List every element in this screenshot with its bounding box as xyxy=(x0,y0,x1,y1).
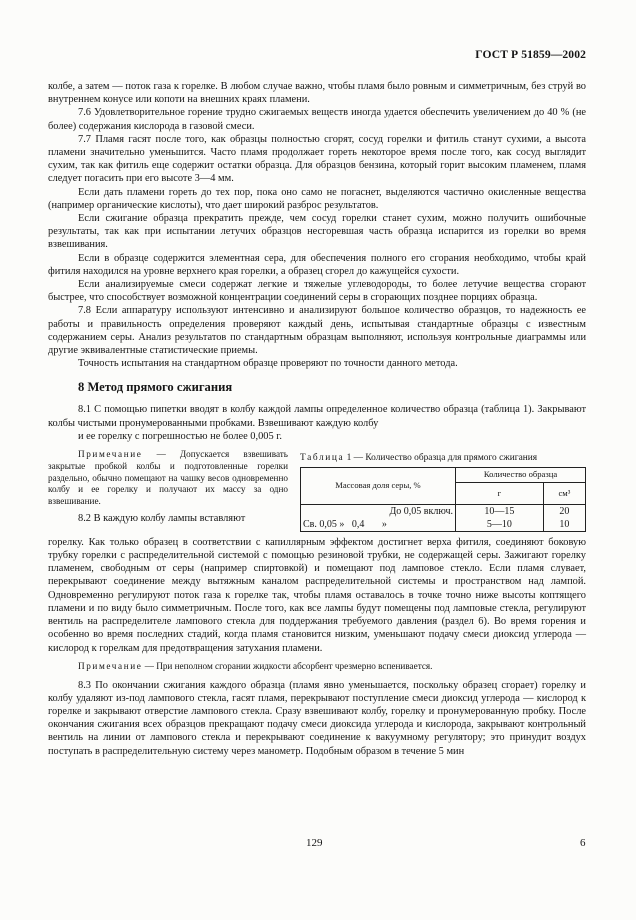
paragraph-7-7: 7.7 Пламя гасят после того, как образцы полностью сгорят, сосуд горелки и фитиль станут сухими, а высота пламени значительно уменьшится. Часто пламя продолжает гореть некоторое время после того, как сосуд выглядит сухим, так как фитиль еще содержит остатки образца. Для образцов бензина, который горит высоким пламенем, пламя следует погасить при его высоте 3—4 мм. xyxy=(48,133,586,185)
document-code: ГОСТ Р 51859—2002 xyxy=(475,48,586,61)
table-cell: 10—15 xyxy=(456,504,544,518)
table-cell: 5—10 xyxy=(456,518,544,532)
note-text: — Допускается взвешивать закрытые пробкой колбы и подготовленные горелки раздельно, обычно помещают на чашку весов одновременно колбу и ее горелку и получают их массу за одно взвешивание. xyxy=(48,449,288,507)
table-cell: 20 xyxy=(543,504,585,518)
sample-quantity-table xyxy=(300,467,586,532)
paragraph-8-3: 8.3 По окончании сжигания каждого образца (пламя явно уменьшается, поскольку образец сгорает) горелку и колбу удаляют из-под лампового стекла, гасят пламя, перекрывают поступление смеси диоксид углерода — кислород к горелке и закрывают отверстие лампового стекла. Сразу взвешивают колбу, горелку и пронумерованную пробку. После окончания сжигания всех образцов прекращают подачу смеси диоксида углерода и кислорода, закрывают контрольный вентиль на линии от лампового стекла и перекрывают соединение к вакуумному регулятору; это принудит воздух поступать в распределительную систему через манометр. Подобным образом в течение 5 мин xyxy=(48,679,586,757)
sheet-number: 6 xyxy=(580,837,586,849)
paragraph-7-8: 7.8 Если аппаратуру используют интенсивно и анализируют большое количество образцов, то надежность ее работы и правильность определения проверяют каждый день, испытывая стандартные образцы с известным содержанием серы. Анализ результатов по стандартным образцам выполняют, используя контрольные диаграммы или другие эквивалентные статистические приемы. xyxy=(48,305,586,357)
paragraph: Если в образце содержится элементная сера, для обеспечения полного его сгорания необходимо, чтобы край фитиля находился на уровне верхнего края горелки, а образец сгорел до кажущейся сухости. xyxy=(48,252,586,277)
table-caption-text: 1 — Количество образца для прямого сжигания xyxy=(344,452,538,463)
table-header-sulfur: Массовая доля серы, % xyxy=(301,467,456,504)
note-text: — При неполном сгорании жидкости абсорбент чрезмерно вспенивается. xyxy=(142,660,433,671)
table-caption xyxy=(300,452,586,464)
paragraph-7-6: 7.6 Удовлетворительное горение трудно сжигаемых веществ иногда удается обеспечить увеличением до 40 % (не более) содержания кислорода в газовой смеси. xyxy=(48,107,586,132)
note-2 xyxy=(48,661,586,673)
left-column xyxy=(48,430,288,525)
text-with-table xyxy=(48,430,586,536)
paragraph-8-1-cont: и ее горелку с погрешностью не более 0,005 г. xyxy=(78,430,282,442)
page-number: 129 xyxy=(306,837,323,849)
section-title: 8 Метод прямого сжигания xyxy=(78,380,233,395)
paragraph-8-2: 8.2 В каждую колбу лампы вставляют xyxy=(78,513,246,525)
table-header-grams: г xyxy=(456,482,544,504)
table-cell: До 0,05 включ. xyxy=(301,504,456,518)
table-block xyxy=(300,430,586,532)
table-header-cm3: см³ xyxy=(543,482,585,504)
paragraph: Если анализируемые смеси содержат легкие и тяжелые углеводороды, то более летучие вещества сгорают быстрее, что способствует возможной концентрации соединений серы в сгорающих позднее порциях образца. xyxy=(48,279,586,304)
table-header-group: Количество образца xyxy=(456,467,586,482)
paragraph: Если сжигание образца прекратить прежде, чем сосуд горелки станет сухим, можно получить ошибочные результаты, так как при испытании летучих образцов несгоревшая часть образца испарится из горелки во время взвешивания. xyxy=(48,213,586,251)
document-body xyxy=(48,80,586,758)
paragraph: колбе, а затем — поток газа к горелке. В любом случае важно, чтобы пламя было ровным и симметричным, без струй во внутреннем конусе или копоти на внешних краях пламени. xyxy=(48,81,586,106)
note-label: Примечание xyxy=(78,660,143,671)
note-label: Примечание xyxy=(78,449,143,460)
table-caption-label: Таблица xyxy=(300,452,345,463)
paragraph: Если дать пламени гореть до тех пор, пока оно само не погаснет, выделяются частично окисленные вещества (например органические кислоты), что дает широкий разброс результатов. xyxy=(48,186,586,211)
paragraph: Точность испытания на стандартном образце проверяют по точности данного метода. xyxy=(78,358,458,370)
paragraph-8-2-cont: горелку. Как только образец в соответствии с капиллярным эффектом достигнет верха фитиля, соединяют боковую трубку горелки с распределительной системой с помощью резиновой трубки, не содержащей серы. Зажигают горелку пламенем, свободным от серы (например спиртовкой) и помещают под ламповое стекло. Если пламя слувает, перекрывают соединение между вытяжным каналом распределительной системы и пространством над лампой. Одновременно регулируют поток газа к горелке так, чтобы пламя оставалось в точке точно ниже высоты коптящего пламени и по виду было симметричным. После того, как все лампы будут помещены под ламповые стекла, регулируют вентиль на распределителе лампового стекла для поддержания требуемого давления (раздел 6). Во время горения и особенно во время последних стадий, когда пламя становится низким, уменьшают подачу смеси диоксид углерода — кислород к горелкам для предотвращения затухания пламени. xyxy=(48,536,586,654)
note-1 xyxy=(48,449,288,508)
paragraph-8-1: 8.1 С помощью пипетки вводят в колбу каждой лампы определенное количество образца (таблица 1). Закрывают колбы чистыми пронумерованными пробками. Взвешивают каждую колбу xyxy=(48,404,586,429)
table-cell: Св. 0,05 » 0,4 » xyxy=(301,518,456,532)
table-cell: 10 xyxy=(543,518,585,532)
